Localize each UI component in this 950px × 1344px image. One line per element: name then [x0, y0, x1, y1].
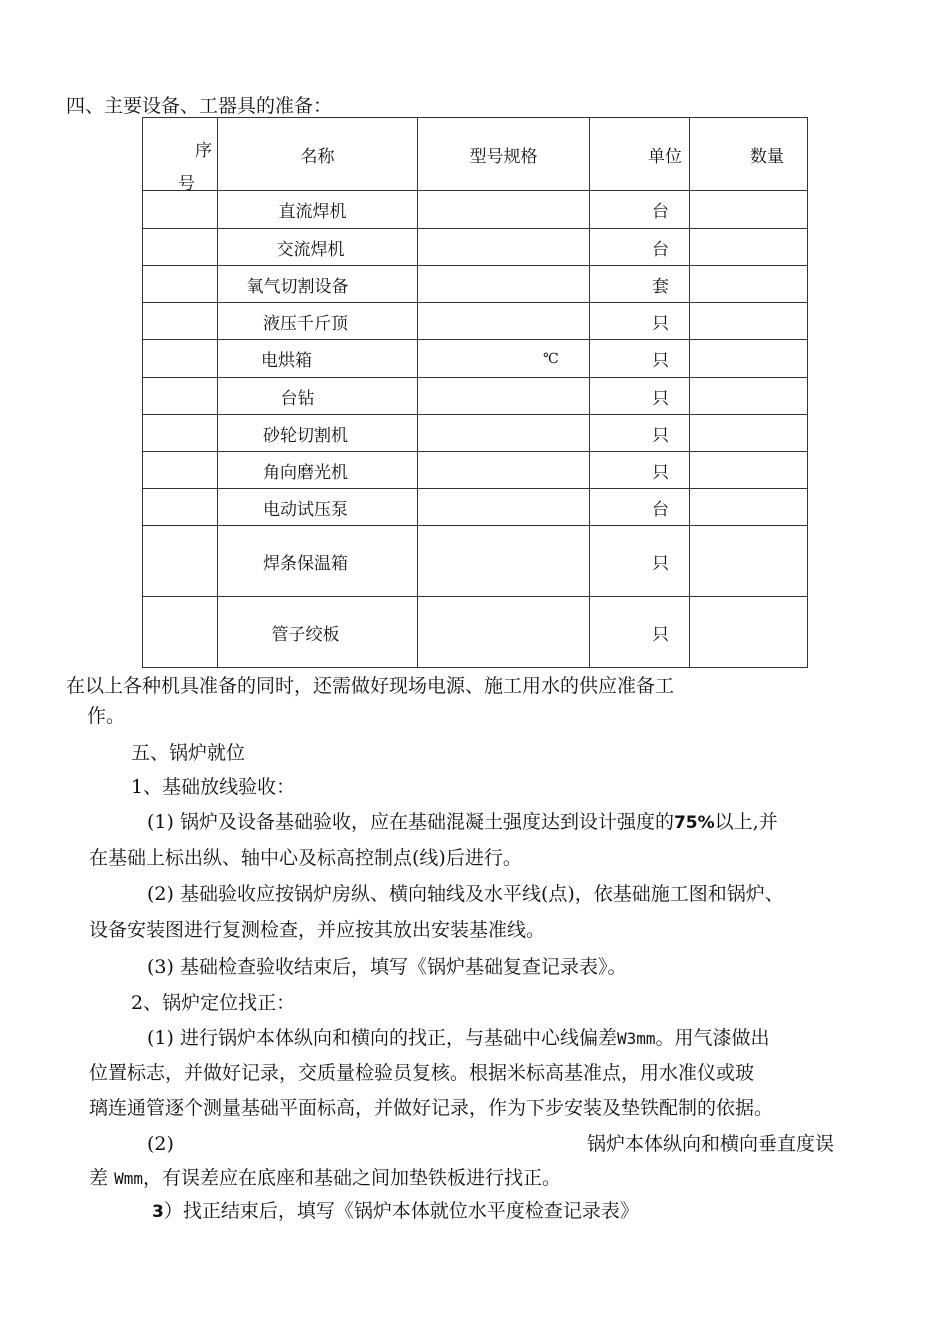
table-row: [143, 489, 808, 526]
row-name-cell: [218, 452, 418, 489]
paragraph-5-text: 锅炉本体纵向和横向垂直度误: [587, 1133, 835, 1155]
p4-text-c: 。用气漆做出: [655, 1027, 770, 1049]
subsection-2-title: 2、锅炉定位找正：: [131, 992, 296, 1014]
p5-tolerance: Wmm: [114, 1169, 143, 1188]
paragraph-4-line1: [147, 1020, 770, 1057]
subsection-1-title: 1、基础放线验收：: [131, 776, 296, 798]
row-no-cell: [143, 340, 218, 378]
row-qty-cell: [690, 597, 808, 668]
row-unit-cell: [590, 452, 690, 489]
header-spec: [418, 118, 590, 191]
equipment-table: [142, 117, 808, 668]
row-unit-cell: [590, 266, 690, 303]
row-unit-text: 台: [652, 202, 669, 222]
header-spec-text: 型号规格: [469, 146, 538, 167]
row-spec-cell: [418, 266, 590, 303]
row-unit-text: 套: [652, 276, 669, 297]
table-row: [143, 340, 808, 378]
row-name-cell: [218, 489, 418, 526]
row-no-cell: [143, 266, 218, 303]
header-qty: [690, 118, 808, 191]
row-spec-cell: [418, 597, 590, 668]
paragraph-1-line2: 在基础上标出纵、轴中心及标高控制点(线)后进行。: [89, 847, 522, 869]
row-name-text: 电动试压泵: [263, 499, 348, 520]
row-qty-cell: [690, 526, 808, 597]
table-row: [143, 378, 808, 415]
paragraph-5-line2: [89, 1160, 561, 1197]
paragraph-4-line3: 璃连通管逐个测量基础平面标高，并做好记录，作为下步安装及垫铁配制的依据。: [89, 1097, 774, 1119]
row-name-cell: [218, 415, 418, 452]
row-unit-text: 只: [652, 313, 669, 334]
row-unit-text: 只: [652, 553, 669, 574]
row-no-cell: [143, 303, 218, 340]
row-name-text: 直流焊机: [278, 202, 347, 222]
paragraph-1-line1: [147, 804, 778, 842]
row-name-text: 砂轮切割机: [263, 425, 348, 446]
row-spec-cell: [418, 303, 590, 340]
row-name-cell: [218, 266, 418, 303]
table-row: [143, 229, 808, 266]
p6-text: ）找正结束后，填写《锅炉本体就位水平度检查记录表》: [163, 1200, 639, 1222]
row-unit-cell: [590, 415, 690, 452]
p1-text-a: (1) 锅炉及设备基础验收，应在基础混凝土强度达到设计强度的: [147, 811, 674, 833]
row-unit-text: 台: [652, 499, 669, 520]
row-no-cell: [143, 597, 218, 668]
row-name-cell: [218, 526, 418, 597]
table-row: [143, 597, 808, 668]
table-row: [143, 415, 808, 452]
row-qty-cell: [690, 340, 808, 378]
p5-text-c: ，有误差应在底座和基础之间加垫铁板进行找正。: [142, 1167, 561, 1189]
row-no-cell: [143, 489, 218, 526]
row-spec-cell: [418, 191, 590, 229]
row-qty-cell: [690, 489, 808, 526]
row-unit-text: 台: [652, 239, 669, 260]
row-unit-text: 只: [652, 462, 669, 483]
table-row: [143, 266, 808, 303]
table-row: [143, 526, 808, 597]
p6-number: 3: [152, 1202, 164, 1222]
row-name-text: 液压千斤顶: [263, 313, 348, 334]
row-no-cell: [143, 452, 218, 489]
paragraph-3: (3) 基础检查验收结束后，填写《锅炉基础复查记录表》。: [147, 956, 627, 978]
after-table-line2: 作。: [87, 705, 126, 727]
row-no-cell: [143, 415, 218, 452]
row-no-cell: [143, 378, 218, 415]
row-spec-text: ℃: [543, 350, 559, 367]
row-spec-cell: [418, 489, 590, 526]
paragraph-2-line2: 设备安装图进行复测检查，并应按其放出安装基准线。: [89, 919, 546, 941]
row-spec-cell: [418, 452, 590, 489]
row-name-cell: [218, 340, 418, 378]
row-qty-cell: [690, 266, 808, 303]
row-unit-text: 只: [652, 351, 669, 371]
header-no-top: 序: [195, 141, 212, 161]
section-5-title: 五、锅炉就位: [131, 742, 246, 764]
row-no-cell: [143, 526, 218, 597]
header-name: [218, 118, 418, 191]
paragraph-2-line1: (2) 基础验收应按锅炉房纵、横向轴线及水平线(点)，依基础施工图和锅炉、: [147, 883, 784, 905]
row-unit-text: 只: [652, 425, 669, 446]
table-row: [143, 303, 808, 340]
row-qty-cell: [690, 303, 808, 340]
row-name-cell: [218, 229, 418, 266]
row-no-cell: [143, 229, 218, 266]
after-table-line1: 在以上各种机具准备的同时，还需做好现场电源、施工用水的供应准备工: [66, 675, 675, 697]
row-qty-cell: [690, 191, 808, 229]
p5-text-a: 差: [89, 1167, 109, 1189]
header-unit-text: 单位: [648, 146, 682, 167]
table-header-row: [143, 118, 808, 191]
row-unit-cell: [590, 526, 690, 597]
row-qty-cell: [690, 415, 808, 452]
p1-percent: 75%: [673, 813, 715, 833]
header-name-text: 名称: [300, 146, 335, 167]
row-name-text: 电烘箱: [261, 351, 312, 371]
table-row: [143, 452, 808, 489]
row-name-text: 交流焊机: [276, 239, 345, 260]
row-unit-cell: [590, 378, 690, 415]
row-unit-text: 只: [652, 624, 669, 645]
row-spec-cell: [418, 415, 590, 452]
row-name-text: 氧气切割设备: [246, 276, 349, 297]
row-spec-cell: [418, 229, 590, 266]
header-qty-text: 数量: [750, 146, 784, 167]
row-unit-cell: [590, 191, 690, 229]
row-name-cell: [218, 191, 418, 229]
row-name-cell: [218, 378, 418, 415]
header-no: [143, 118, 218, 194]
row-unit-text: 只: [652, 388, 669, 409]
p1-text-c: 以上,并: [714, 811, 778, 833]
row-spec-cell: [418, 526, 590, 597]
row-qty-cell: [690, 229, 808, 266]
table-row: [143, 191, 808, 229]
row-name-text: 台钻: [280, 388, 315, 409]
row-name-text: 焊条保温箱: [263, 553, 348, 574]
row-name-text: 管子绞板: [271, 624, 340, 645]
row-name-cell: [218, 597, 418, 668]
row-unit-cell: [590, 597, 690, 668]
row-unit-cell: [590, 340, 690, 378]
paragraph-4-line2: 位置标志，并做好记录，交质量检验员复核。根据米标高基准点，用水准仪或玻: [89, 1062, 755, 1084]
p4-text-a: (1) 进行锅炉本体纵向和横向的找正，与基础中心线偏差: [147, 1027, 617, 1049]
row-unit-cell: [590, 229, 690, 266]
paragraph-5-number: (2): [147, 1133, 174, 1155]
header-unit: [590, 118, 690, 191]
row-spec-cell: [418, 378, 590, 415]
row-unit-cell: [590, 489, 690, 526]
row-name-text: 角向磨光机: [263, 462, 348, 483]
row-spec-cell: [418, 340, 590, 378]
header-no-bottom: 号: [178, 174, 195, 194]
row-qty-cell: [690, 378, 808, 415]
row-no-cell: [143, 191, 218, 229]
section-4-title: 四、主要设备、工器具的准备：: [66, 95, 333, 117]
row-unit-cell: [590, 303, 690, 340]
paragraph-6: [152, 1193, 639, 1231]
row-name-cell: [218, 303, 418, 340]
row-qty-cell: [690, 452, 808, 489]
p4-tolerance: W3mm: [616, 1029, 656, 1048]
